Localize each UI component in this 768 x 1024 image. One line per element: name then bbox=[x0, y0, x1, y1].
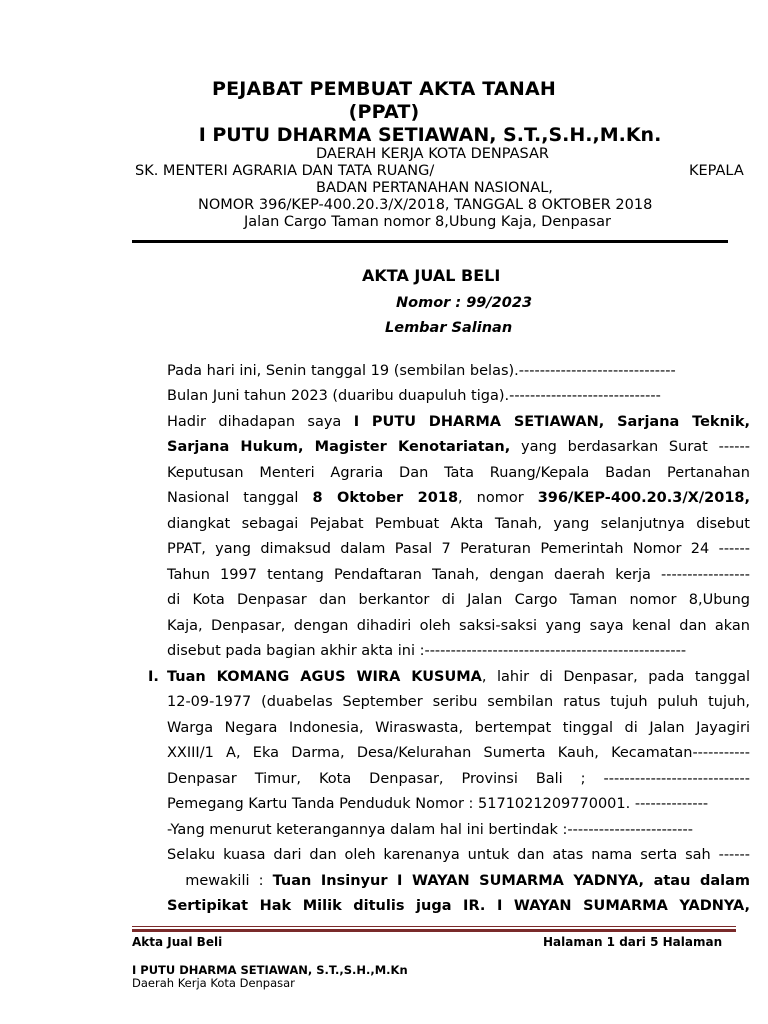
sk-line-right: KEPALA bbox=[689, 163, 744, 179]
text-run: Nasional tanggal bbox=[167, 490, 299, 506]
body-line: Pada hari ini, Senin tanggal 19 (sembilan belas).------------------------------ bbox=[167, 363, 676, 379]
decree-number: NOMOR 396/KEP-400.20.3/X/2018, TANGGAL 8 OKTOBER 2018 bbox=[198, 197, 653, 213]
header-rule bbox=[132, 240, 728, 243]
deed-number: Nomor : 99/2023 bbox=[396, 295, 533, 311]
body-line: di Kota Denpasar dan berkantor di Jalan Cargo Taman nomor 8,Ubung bbox=[167, 592, 750, 608]
footer-page-number: Halaman 1 dari 5 Halaman bbox=[543, 935, 723, 949]
body-line: Kaja, Denpasar, dengan dihadiri oleh saksi-saksi yang saya kenal dan akan bbox=[167, 618, 750, 634]
body-line bbox=[167, 490, 750, 506]
office-address: Jalan Cargo Taman nomor 8,Ubung Kaja, Denpasar bbox=[244, 214, 611, 230]
text-run: Hadir dihadapan saya bbox=[167, 414, 342, 430]
footer-rule-thin bbox=[132, 926, 736, 927]
body-line: Warga Negara Indonesia, Wiraswasta, bertempat tinggal di Jalan Jayagiri bbox=[167, 720, 750, 736]
decree-number-bold: 396/KEP-400.20.3/X/2018, bbox=[537, 490, 751, 506]
bpn-line: BADAN PERTANAHAN NASIONAL, bbox=[316, 180, 553, 196]
text-run: mewakili : bbox=[167, 873, 264, 889]
body-line bbox=[167, 414, 750, 430]
footer-rule-thick bbox=[132, 929, 736, 932]
body-line: Tahun 1997 tentang Pendaftaran Tanah, dengan daerah kerja ----------------- bbox=[167, 567, 750, 583]
party-name: Tuan KOMANG AGUS WIRA KUSUMA bbox=[167, 669, 482, 685]
text-run: , atau dalam bbox=[638, 873, 750, 889]
body-line bbox=[167, 439, 750, 455]
notary-degrees: Sarjana Hukum, Magister Kenotariatan, bbox=[167, 439, 511, 455]
notary-name: I PUTU DHARMA SETIAWAN, Sarjana Teknik, bbox=[353, 414, 751, 430]
text-run: , nomor bbox=[458, 490, 524, 506]
sk-line-left: SK. MENTERI AGRARIA DAN TATA RUANG/ bbox=[135, 163, 435, 179]
decree-date: 8 Oktober 2018 bbox=[312, 490, 459, 506]
body-line: 12-09-1977 (duabelas September seribu sembilan ratus tujuh puluh tujuh, bbox=[167, 694, 750, 710]
work-area: DAERAH KERJA KOTA DENPASAR bbox=[316, 146, 549, 162]
deed-title: AKTA JUAL BELI bbox=[362, 266, 501, 285]
body-line: PPAT, yang dimaksud dalam Pasal 7 Peraturan Pemerintah Nomor 24 ------ bbox=[167, 541, 750, 557]
body-line: Bulan Juni tahun 2023 (duaribu duapuluh tiga).----------------------------- bbox=[167, 388, 661, 404]
body-line: Keputusan Menteri Agraria Dan Tata Ruang/Kepala Badan Pertanahan bbox=[167, 465, 750, 481]
body-line: diangkat sebagai Pejabat Pembuat Akta Tanah, yang selanjutnya disebut bbox=[167, 516, 750, 532]
footer-work-area: Daerah Kerja Kota Denpasar bbox=[132, 976, 295, 990]
party-number: I. bbox=[148, 669, 159, 685]
ppat-name: I PUTU DHARMA SETIAWAN, S.T.,S.H.,M.Kn. bbox=[198, 124, 662, 146]
body-line: XXIII/1 A, Eka Darma, Desa/Kelurahan Sumerta Kauh, Kecamatan----------- bbox=[167, 745, 750, 761]
text-run: yang berdasarkan Surat ------ bbox=[521, 439, 750, 455]
principal-name: Tuan Insinyur I WAYAN SUMARMA YADNYA bbox=[272, 873, 639, 889]
body-line: Denpasar Timur, Kota Denpasar, Provinsi Bali ; ---------------------------- bbox=[167, 771, 750, 787]
body-line: -Yang menurut keterangannya dalam hal ini bertindak :------------------------ bbox=[167, 822, 693, 838]
body-line: Selaku kuasa dari dan oleh karenanya untuk dan atas nama serta sah ------ bbox=[167, 847, 750, 863]
footer-doc-title: Akta Jual Beli bbox=[132, 935, 223, 949]
body-line: Pemegang Kartu Tanda Penduduk Nomor : 5171021209770001. -------------- bbox=[167, 796, 709, 812]
copy-label: Lembar Salinan bbox=[385, 320, 513, 336]
body-line bbox=[167, 669, 750, 685]
body-line bbox=[167, 873, 750, 889]
body-line: disebut pada bagian akhir akta ini :-------------------------------------------------- bbox=[167, 643, 687, 659]
text-run: , lahir di Denpasar, pada tanggal bbox=[481, 669, 751, 685]
office-title: PEJABAT PEMBUAT AKTA TANAH bbox=[211, 78, 557, 100]
footer-ppat-name: I PUTU DHARMA SETIAWAN, S.T.,S.H.,M.Kn bbox=[132, 963, 408, 977]
office-abbrev: (PPAT) bbox=[348, 101, 420, 123]
body-line: Sertipikat Hak Milik ditulis juga IR. I WAYAN SUMARMA YADNYA, bbox=[167, 898, 750, 914]
